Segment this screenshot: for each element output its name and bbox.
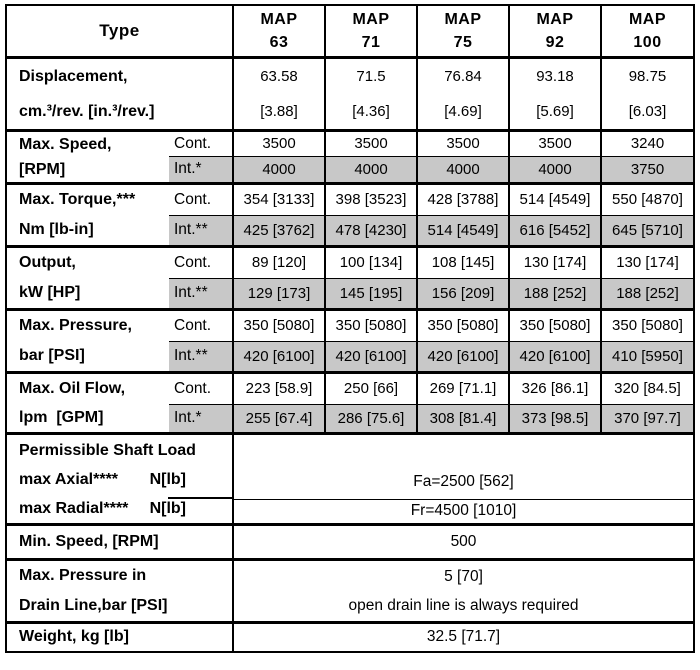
speed-int-value-cell: 4000 — [417, 157, 509, 184]
row-min-speed — [6, 524, 694, 559]
speed-int-value-cell: 3750 — [601, 157, 694, 184]
displacement-label-line1: Displacement, — [19, 67, 128, 85]
oil-flow-int-value-cell: 373 [98.5] — [509, 404, 601, 433]
torque-cont-value-cell: 514 [4549] — [509, 183, 601, 216]
pressure-int-value-cell: 410 [5950] — [601, 342, 694, 372]
torque-int-value-cell: 514 [4549] — [417, 216, 509, 246]
torque-cont-value-cell: 550 [4870] — [601, 183, 694, 216]
pressure-int-value-cell: 420 [6100] — [509, 342, 601, 372]
row-speed-cont — [6, 130, 694, 157]
torque-cont-value-cell: 398 [3523] — [325, 183, 417, 216]
speed-cont-value-cell: 3500 — [233, 130, 325, 157]
speed-int-value-cell: 4000 — [509, 157, 601, 184]
row-pressure-cont — [6, 309, 694, 342]
metric-value: 98.75 — [628, 67, 667, 85]
pressure-label-cell — [6, 309, 169, 372]
oil-flow-cont-label-cell: Cont. — [169, 372, 233, 404]
oil-flow-cont-value-cell: 223 [58.9] — [233, 372, 325, 404]
row-torque-cont — [6, 183, 694, 216]
displacement-value-cell — [233, 57, 325, 130]
min-speed-value-cell: 500 — [233, 524, 694, 559]
model-header-cell — [601, 5, 694, 57]
model-header-cell — [233, 5, 325, 57]
model-number-line: 100 — [633, 33, 662, 51]
oil-flow-cont-value-cell: 269 [71.1] — [417, 372, 509, 404]
speed-int-label-cell: Int.* — [169, 157, 233, 184]
displacement-value-cell — [325, 57, 417, 130]
imperial-value: [3.88] — [260, 102, 298, 120]
imperial-value: [4.36] — [352, 102, 390, 120]
torque-cont-value-cell: 354 [3133] — [233, 183, 325, 216]
displacement-label-cell — [6, 57, 233, 130]
spec-table — [5, 4, 695, 653]
oil-flow-int-value-cell: 255 [67.4] — [233, 404, 325, 433]
torque-label-line1: Max. Torque,*** — [19, 190, 136, 208]
output-int-value-cell: 129 [173] — [233, 279, 325, 309]
torque-cont-value-cell: 428 [3788] — [417, 183, 509, 216]
torque-label-cell — [6, 183, 169, 246]
pressure-int-value-cell: 420 [6100] — [233, 342, 325, 372]
model-series-line: MAP — [352, 10, 390, 28]
model-number-line: 75 — [453, 33, 473, 51]
oil-flow-int-value-cell: 308 [81.4] — [417, 404, 509, 433]
row-shaft-load — [6, 433, 694, 466]
speed-cont-value-cell: 3500 — [509, 130, 601, 157]
speed-int-value-cell: 4000 — [233, 157, 325, 184]
pressure-cont-value-cell: 350 [5080] — [601, 309, 694, 342]
speed-cont-value-cell: 3500 — [325, 130, 417, 157]
imperial-value: [6.03] — [628, 102, 667, 120]
model-number-line: 71 — [361, 33, 381, 51]
speed-label-line1: Max. Speed, — [19, 135, 112, 153]
axial-load-value-cell: Fa=2500 [562] — [233, 433, 694, 500]
pressure-label-line2: bar [PSI] — [19, 346, 85, 364]
shaft-load-label-cell — [6, 433, 233, 524]
model-series-line: MAP — [260, 10, 298, 28]
oil-flow-cont-value-cell: 320 [84.5] — [601, 372, 694, 404]
metric-value: 76.84 — [444, 67, 482, 85]
output-int-label-cell: Int.** — [169, 279, 233, 309]
shaft-load-title: Permissible Shaft Load — [19, 441, 196, 459]
output-cont-value-cell: 108 [145] — [417, 246, 509, 279]
weight-label-cell: Weight, kg [lb] — [6, 622, 233, 652]
displacement-value-cell — [509, 57, 601, 130]
row-output-cont — [6, 246, 694, 279]
output-label-line2: kW [HP] — [19, 283, 81, 301]
pressure-cont-label-cell: Cont. — [169, 309, 233, 342]
radial-load-label: max Radial**** — [19, 499, 129, 517]
type-header-cell: Type — [6, 5, 233, 57]
model-header-cell — [509, 5, 601, 57]
drain-label-line1: Max. Pressure in — [19, 566, 147, 584]
model-header-cell — [325, 5, 417, 57]
displacement-value-cell — [417, 57, 509, 130]
metric-value: 93.18 — [536, 67, 574, 85]
speed-cont-label-cell: Cont. — [169, 130, 233, 157]
output-int-value-cell: 145 [195] — [325, 279, 417, 309]
model-header-cell — [417, 5, 509, 57]
output-cont-label-cell: Cont. — [169, 246, 233, 279]
output-int-value-cell: 188 [252] — [509, 279, 601, 309]
model-series-line: MAP — [536, 10, 574, 28]
drain-label-cell — [6, 559, 233, 622]
speed-cont-value-cell: 3240 — [601, 130, 694, 157]
oil-flow-label-line1: Max. Oil Flow, — [19, 379, 126, 397]
pressure-int-value-cell: 420 [6100] — [325, 342, 417, 372]
oil-flow-int-label-cell: Int.* — [169, 404, 233, 433]
header-row — [6, 5, 694, 57]
torque-int-value-cell: 645 [5710] — [601, 216, 694, 246]
drain-pressure-value: 5 [70] — [444, 567, 483, 585]
pressure-cont-value-cell: 350 [5080] — [233, 309, 325, 342]
pressure-cont-value-cell: 350 [5080] — [325, 309, 417, 342]
torque-int-label-cell: Int.** — [169, 216, 233, 246]
pressure-int-value-cell: 420 [6100] — [417, 342, 509, 372]
torque-cont-label-cell: Cont. — [169, 183, 233, 216]
axial-load-unit: N[lb] — [149, 470, 186, 488]
radial-load-line — [19, 494, 232, 523]
model-series-line: MAP — [444, 10, 482, 28]
output-label-cell — [6, 246, 169, 309]
pressure-cont-value-cell: 350 [5080] — [417, 309, 509, 342]
output-label-line1: Output, — [19, 253, 76, 271]
displacement-value-cell — [601, 57, 694, 130]
pressure-int-label-cell: Int.** — [169, 342, 233, 372]
torque-int-value-cell: 478 [4230] — [325, 216, 417, 246]
row-drain-line — [6, 559, 694, 622]
oil-flow-cont-value-cell: 326 [86.1] — [509, 372, 601, 404]
min-speed-label-cell: Min. Speed, [RPM] — [6, 524, 233, 559]
axial-load-line — [19, 465, 232, 494]
row-weight — [6, 622, 694, 652]
model-number-line: 63 — [269, 33, 289, 51]
output-int-value-cell: 188 [252] — [601, 279, 694, 309]
pressure-cont-value-cell: 350 [5080] — [509, 309, 601, 342]
displacement-label-line2: cm.³/rev. [in.³/rev.] — [19, 102, 155, 120]
radial-load-unit: N[lb] — [149, 499, 186, 517]
output-int-value-cell: 156 [209] — [417, 279, 509, 309]
output-cont-value-cell: 89 [120] — [233, 246, 325, 279]
speed-label-line2: [RPM] — [19, 160, 66, 178]
oil-flow-label-line2: lpm [GPM] — [19, 408, 104, 426]
axial-load-label: max Axial**** — [19, 470, 119, 488]
output-cont-value-cell: 130 [174] — [601, 246, 694, 279]
row-displacement — [6, 57, 694, 130]
torque-label-line2: Nm [lb-in] — [19, 220, 94, 238]
row-oil-flow-cont — [6, 372, 694, 404]
output-cont-value-cell: 100 [134] — [325, 246, 417, 279]
drain-label-line2: Drain Line,bar [PSI] — [19, 596, 168, 614]
oil-flow-label-cell — [6, 372, 169, 433]
weight-value-cell: 32.5 [71.7] — [233, 622, 694, 652]
pressure-label-line1: Max. Pressure, — [19, 316, 132, 334]
drain-note: open drain line is always required — [348, 596, 579, 614]
imperial-value: [4.69] — [444, 102, 482, 120]
torque-int-value-cell: 425 [3762] — [233, 216, 325, 246]
speed-int-value-cell: 4000 — [325, 157, 417, 184]
metric-value: 71.5 — [356, 67, 386, 85]
oil-flow-int-value-cell: 286 [75.6] — [325, 404, 417, 433]
model-series-line: MAP — [628, 10, 667, 28]
drain-value-cell — [233, 559, 694, 622]
metric-value: 63.58 — [260, 67, 298, 85]
torque-int-value-cell: 616 [5452] — [509, 216, 601, 246]
radial-load-value-cell: Fr=4500 [1010] — [233, 500, 694, 524]
oil-flow-cont-value-cell: 250 [66] — [325, 372, 417, 404]
oil-flow-int-value-cell: 370 [97.7] — [601, 404, 694, 433]
speed-cont-value-cell: 3500 — [417, 130, 509, 157]
imperial-value: [5.69] — [536, 102, 574, 120]
model-number-line: 92 — [545, 33, 565, 51]
output-cont-value-cell: 130 [174] — [509, 246, 601, 279]
speed-label-cell — [6, 130, 169, 183]
